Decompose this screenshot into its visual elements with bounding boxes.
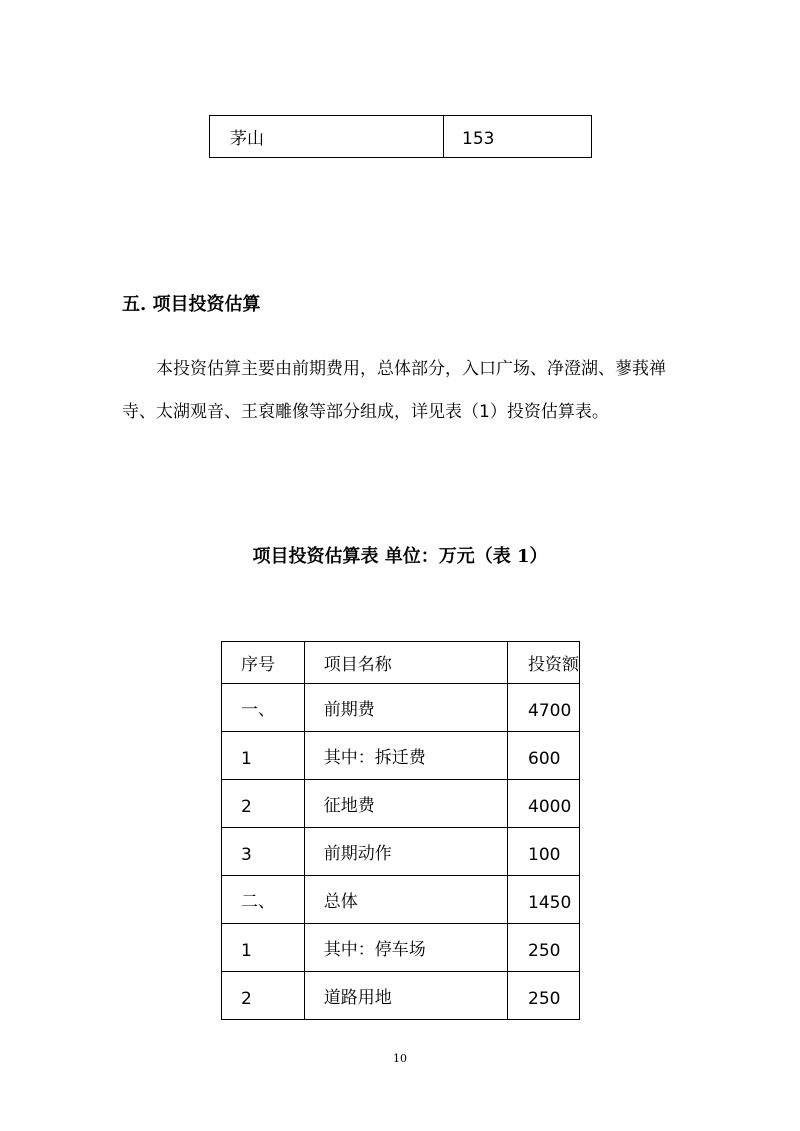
- cell-amount: 250: [508, 972, 580, 1020]
- cell-name: 道路用地: [304, 972, 507, 1020]
- cell-amount: 600: [508, 732, 580, 780]
- cell-no: 2: [222, 972, 305, 1020]
- page-number: 10: [393, 1052, 407, 1065]
- table-row: [222, 828, 580, 876]
- cell-amount: 100: [508, 828, 580, 876]
- cell-no: 1: [222, 732, 305, 780]
- cell-name: 前期动作: [304, 828, 507, 876]
- cell-amount: 1450: [508, 876, 580, 924]
- cell-no: 2: [222, 780, 305, 828]
- table-row: [210, 116, 592, 158]
- table-row: [222, 972, 580, 1020]
- header-cell-no: 序号: [222, 642, 305, 684]
- table-row: [222, 684, 580, 732]
- cell-name: 征地费: [304, 780, 507, 828]
- cell-name: 前期费: [304, 684, 507, 732]
- cell-no: 1: [222, 924, 305, 972]
- table-row: [222, 780, 580, 828]
- cell-no: 一、: [222, 684, 305, 732]
- table-cell-name: 茅山: [210, 116, 444, 158]
- table-row: [222, 732, 580, 780]
- table-row: [222, 924, 580, 972]
- table-caption: 项目投资估算表 单位：万元（表 1）: [252, 546, 548, 567]
- section-heading: 五. 项目投资估算: [122, 294, 261, 315]
- cell-no: 3: [222, 828, 305, 876]
- table-cell-value: 153: [444, 116, 592, 158]
- body-paragraph: [122, 348, 682, 434]
- cell-amount: 4000: [508, 780, 580, 828]
- cell-amount: 250: [508, 924, 580, 972]
- header-cell-name: 项目名称: [304, 642, 507, 684]
- cell-amount: 4700: [508, 684, 580, 732]
- cell-name: 其中：拆迁费: [304, 732, 507, 780]
- cell-name: 其中：停车场: [304, 924, 507, 972]
- table-row: [222, 876, 580, 924]
- paragraph-text: 本投资估算主要由前期费用，总体部分，入口广场、净澄湖、蓼莪禅寺、太湖观音、王裒雕像等部分组成，详见表（1）投资估算表。: [122, 359, 666, 422]
- cell-name: 总体: [304, 876, 507, 924]
- cell-no: 二、: [222, 876, 305, 924]
- previous-table-fragment: [209, 115, 592, 158]
- table-header-row: [222, 642, 580, 684]
- header-cell-amount: 投资额: [508, 642, 580, 684]
- investment-estimate-table: [221, 641, 580, 1020]
